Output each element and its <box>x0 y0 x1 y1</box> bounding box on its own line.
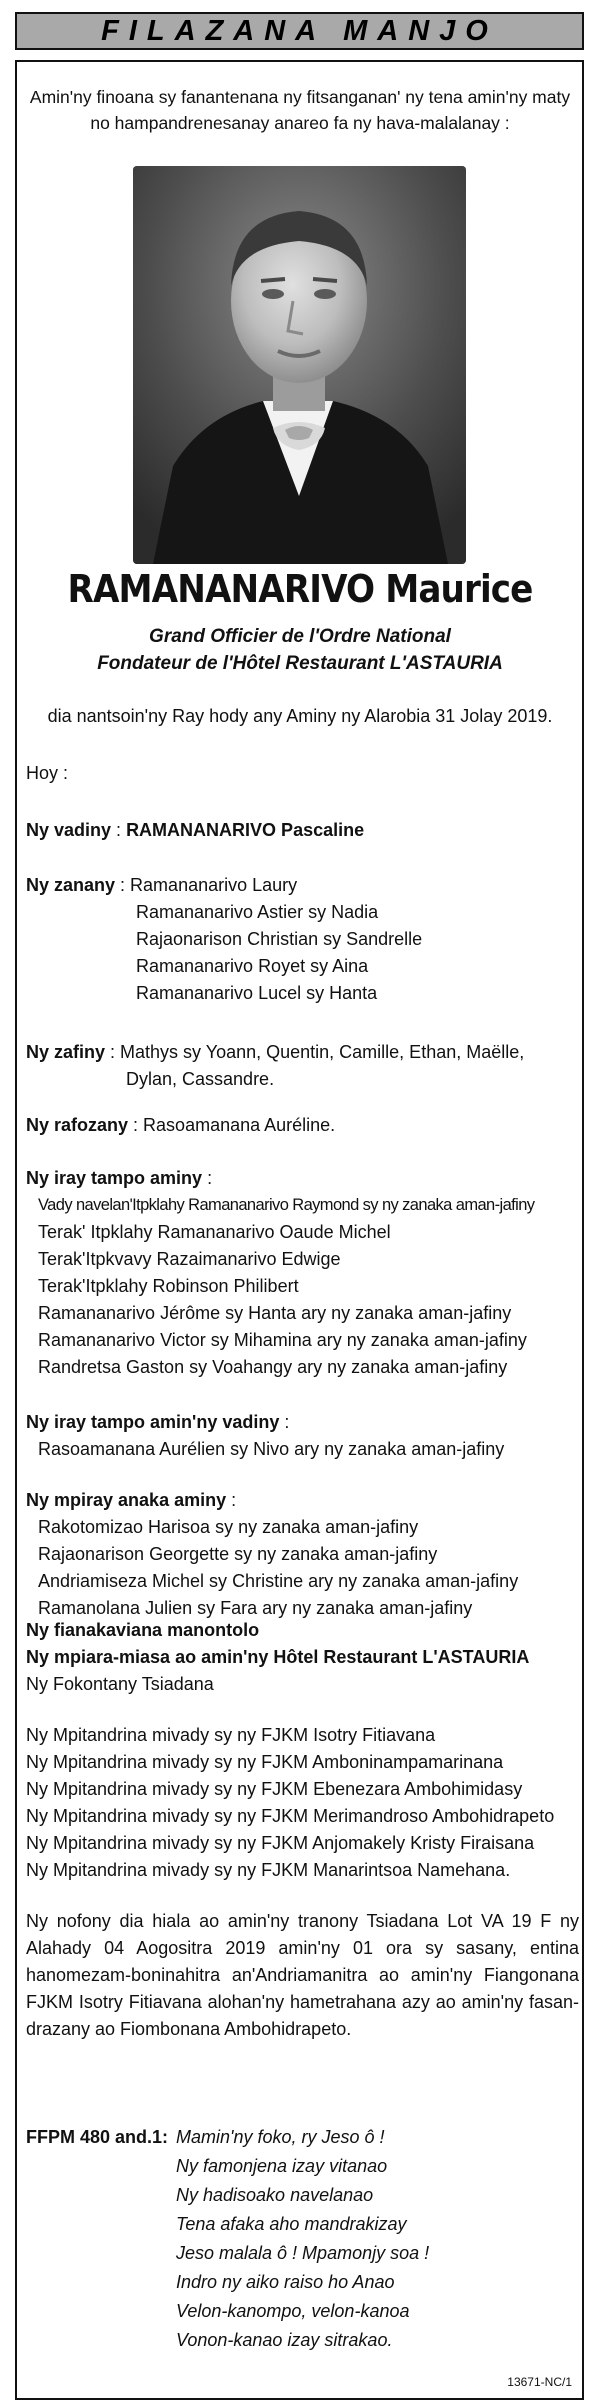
notice-header-title: FILAZANA MANJO <box>101 14 498 47</box>
spouse-sibling-entry: Rasoamanana Aurélien sy Nivo ary ny zanaka aman-jafiny <box>38 1439 505 1459</box>
grandchildren-label: Ny zafiny <box>26 1042 106 1062</box>
cousin-entry: Rakotomizao Harisoa sy ny zanaka aman-jafiny <box>38 1517 419 1537</box>
spouse-siblings-separator: : <box>279 1412 290 1432</box>
deceased-title-order: Grand Officier de l'Ordre National <box>149 626 451 647</box>
whole-family-line: Ny fianakaviana manontolo <box>26 1620 260 1640</box>
death-date-text: dia nantsoin'ny Ray hody any Aminy ny Alarobia 31 Jolay 2019. <box>47 706 553 726</box>
pastor-entry: Ny Mpitandrina mivady sy ny FJKM Anjomakely Kristy Firaisana <box>26 1833 535 1853</box>
children-line <box>26 872 576 899</box>
spouse-name: RAMANANARIVO Pascaline <box>126 820 365 840</box>
child-name: Ramananarivo Lucel sy Hanta <box>136 983 378 1003</box>
cousins-label: Ny mpiray anaka aminy <box>26 1490 227 1510</box>
grandchildren-names-cont: Dylan, Cassandre. <box>126 1069 275 1089</box>
cousin-entry: Rajaonarison Georgette sy ny zanaka aman-jafiny <box>38 1544 438 1564</box>
fokontany-line: Ny Fokontany Tsiadana <box>26 1674 214 1694</box>
cousins-heading <box>26 1487 576 1514</box>
cousins-separator: : <box>226 1490 237 1510</box>
siblings-label: Ny iray tampo aminy <box>26 1168 203 1188</box>
spouse-siblings-label: Ny iray tampo amin'ny vadiny <box>26 1412 280 1432</box>
hymn-line: Ny hadisoako navelanao <box>176 2185 374 2205</box>
spouse-siblings-section <box>26 1409 576 1463</box>
spouse-siblings-heading <box>26 1409 576 1436</box>
deceased-portrait-photo <box>133 166 466 564</box>
deceased-name: RAMANANARIVO Maurice <box>67 567 533 611</box>
family-groups-section <box>26 1617 576 1698</box>
hymn-line: Mamin'ny foko, ry Jeso ô ! <box>176 2127 385 2147</box>
child-name: : Ramananarivo Laury <box>115 875 298 895</box>
notice-header-banner <box>15 12 584 50</box>
pastor-entry: Ny Mpitandrina mivady sy ny FJKM Manarintsoa Namehana. <box>26 1860 511 1880</box>
hymn-line: Ny famonjena izay vitanao <box>176 2156 388 2176</box>
pastor-entry: Ny Mpitandrina mivady sy ny FJKM Merimandroso Ambohidrapeto <box>26 1806 555 1826</box>
hymn-line: Tena afaka aho mandrakizay <box>176 2214 407 2234</box>
sibling-entry: Terak' Itpklahy Ramananarivo Oaude Michel <box>38 1222 391 1242</box>
siblings-separator: : <box>202 1168 213 1188</box>
sibling-entry: Ramananarivo Jérôme sy Hanta ary ny zanaka aman-jafiny <box>38 1303 512 1323</box>
hymn-line: Jeso malala ô ! Mpamonjy soa ! <box>176 2243 430 2263</box>
child-name: Ramananarivo Astier sy Nadia <box>136 902 379 922</box>
siblings-section <box>26 1165 576 1381</box>
children-section <box>26 872 576 1007</box>
deceased-title-founder: Fondateur de l'Hôtel Restaurant L'ASTAURIA <box>97 653 503 674</box>
funeral-details-paragraph: Ny nofony dia hiala ao amin'ny tranony Tsiadana Lot VA 19 F ny Alahady 04 Aogositra 2019 amin'ny 01 ora sy sasany, entina hanomezam-boninahitra an'Andriamanitra ao amin'ny Fiangonana FJKM Isotry Fitiavana alohan'ny hametrahana azy ao amin'ny fasan-drazany ao Fiombonana Ambohidrapeto. <box>26 1911 579 2039</box>
pastor-entry: Ny Mpitandrina mivady sy ny FJKM Ebenezara Ambohimidasy <box>26 1779 523 1799</box>
spouse-line <box>26 820 364 841</box>
sibling-entry: Vady navelan'Itpklahy Ramananarivo Raymond sy ny zanaka aman-jafiny <box>38 1196 535 1214</box>
grandchildren-section <box>26 1039 576 1093</box>
pastors-section <box>26 1722 576 1884</box>
hymn-section <box>26 2123 429 2355</box>
intro-text: Amin'ny finoana sy fanantenana ny fitsanganan' ny tena amin'ny maty no hampandrenesanay anareo fa ny hava-malalanay : <box>29 87 571 133</box>
sibling-entry: Terak'Itpkvavy Razaimanarivo Edwige <box>38 1249 341 1269</box>
cousin-entry: Ramanolana Julien sy Fara ary ny zanaka aman-jafiny <box>38 1598 473 1618</box>
spouse-separator: : <box>111 820 127 840</box>
in-law-name: : Rasoamanana Auréline. <box>128 1115 336 1135</box>
children-label: Ny zanany <box>26 875 116 895</box>
grandchildren-names: : Mathys sy Yoann, Quentin, Camille, Ethan, Maëlle, <box>105 1042 525 1062</box>
hymn-reference-label: FFPM 480 and.1: <box>26 2127 169 2147</box>
grandchildren-line <box>26 1039 576 1066</box>
pastor-entry: Ny Mpitandrina mivady sy ny FJKM Isotry Fitiavana <box>26 1725 436 1745</box>
hoy-label: Hoy : <box>26 763 69 783</box>
sibling-entry: Ramananarivo Victor sy Mihamina ary ny zanaka aman-jafiny <box>38 1330 527 1350</box>
cousin-entry: Andriamiseza Michel sy Christine ary ny zanaka aman-jafiny <box>38 1571 519 1591</box>
hymn-line: Velon-kanompo, velon-kanoa <box>176 2301 410 2321</box>
reference-code: 13671-NC/1 <box>507 2375 572 2389</box>
spouse-label: Ny vadiny <box>26 820 112 840</box>
hymn-line: Vonon-kanao izay sitrakao. <box>176 2330 393 2350</box>
sibling-entry: Randretsa Gaston sy Voahangy ary ny zanaka aman-jafiny <box>38 1357 508 1377</box>
colleagues-line: Ny mpiara-miasa ao amin'ny Hôtel Restaurant L'ASTAURIA <box>26 1647 530 1667</box>
pastor-entry: Ny Mpitandrina mivady sy ny FJKM Amboninampamarinana <box>26 1752 504 1772</box>
in-law-label: Ny rafozany <box>26 1115 129 1135</box>
cousins-section <box>26 1487 576 1622</box>
in-law-line <box>26 1115 335 1136</box>
sibling-entry: Terak'Itpklahy Robinson Philibert <box>38 1276 299 1296</box>
siblings-heading <box>26 1165 576 1192</box>
hymn-line: Indro ny aiko raiso ho Anao <box>176 2272 395 2292</box>
child-name: Ramananarivo Royet sy Aina <box>136 956 369 976</box>
child-name: Rajaonarison Christian sy Sandrelle <box>136 929 423 949</box>
